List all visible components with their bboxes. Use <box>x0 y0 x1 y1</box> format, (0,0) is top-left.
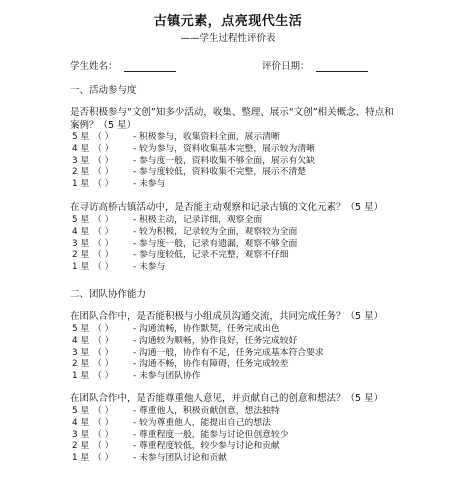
rating-option[interactable] <box>72 418 289 430</box>
rating-option[interactable] <box>72 144 315 156</box>
rating-option[interactable] <box>72 359 324 371</box>
star-level: 5 星 <box>72 324 90 334</box>
checkbox-paren[interactable]: （ ） <box>93 453 114 464</box>
rating-option[interactable] <box>72 167 315 179</box>
rating-option[interactable] <box>72 227 297 239</box>
checkbox-paren[interactable]: （ ） <box>93 347 114 358</box>
star-level: 2 星 <box>72 441 90 452</box>
star-level: 3 星 <box>72 429 90 440</box>
option-description: - 未参与 <box>133 179 166 190</box>
option-description: - 积极参与，收集资料全面，展示清晰 <box>133 132 280 142</box>
star-level: 3 星 <box>72 238 90 249</box>
option-description: - 未参与团队讨论和贡献 <box>133 453 227 464</box>
question-text: 在团队合作中，是否能积极与小组成员沟通交流，共同完成任务？（5 星） <box>70 311 384 322</box>
student-name-blank[interactable] <box>124 61 176 72</box>
rating-option[interactable] <box>72 348 324 360</box>
star-level: 2 星 <box>72 359 90 370</box>
checkbox-paren[interactable]: （ ） <box>93 167 114 178</box>
star-level: 2 星 <box>72 250 90 261</box>
star-level: 3 星 <box>72 347 90 358</box>
rating-options <box>72 215 297 274</box>
star-level: 4 星 <box>72 417 90 428</box>
checkbox-paren[interactable]: （ ） <box>93 324 114 334</box>
star-level: 2 星 <box>72 167 90 178</box>
evaluation-date-blank[interactable] <box>316 61 368 72</box>
option-description: - 参与度一般，记录有遗漏，观察不够全面 <box>133 238 298 249</box>
star-level: 5 星 <box>72 215 90 225</box>
section-heading: 二、团队协作能力 <box>70 289 147 300</box>
checkbox-paren[interactable]: （ ） <box>93 238 114 249</box>
star-level: 3 星 <box>72 155 90 166</box>
rating-option[interactable] <box>72 371 324 383</box>
star-level: 4 星 <box>72 143 90 154</box>
checkbox-paren[interactable]: （ ） <box>93 143 114 154</box>
section-heading: 一、活动参与度 <box>70 85 137 96</box>
star-level: 5 星 <box>72 132 90 142</box>
student-name-label: 学生姓名： <box>70 61 118 72</box>
star-level: 1 星 <box>72 179 90 190</box>
student-name-field <box>70 58 176 72</box>
option-description: - 尊重程度较低，较少参与讨论和贡献 <box>133 441 280 452</box>
option-description: - 较为尊重他人，能提出自己的想法 <box>133 417 271 428</box>
question-text: 在寻访高桥古镇活动中，是否能主动观察和记录古镇的文化元素？（5 星） <box>70 202 384 213</box>
question-text: 是否积极参与“文创”知多少活动，收集、整理、展示“文创”相关概念、特点和案例？（5 星） <box>70 107 394 131</box>
rating-option[interactable] <box>72 336 324 348</box>
option-description: - 尊重他人，积极贡献创意，想法独特 <box>133 406 280 416</box>
option-description: - 参与度一般，资料收集不够全面，展示有欠缺 <box>133 155 315 166</box>
option-description: - 参与度较低，资料收集不完整，展示不清楚 <box>133 167 307 178</box>
star-level: 5 星 <box>72 406 90 416</box>
checkbox-paren[interactable]: （ ） <box>93 155 114 166</box>
option-description: - 沟通不畅，协作有障碍，任务完成较差 <box>133 359 289 370</box>
checkbox-paren[interactable]: （ ） <box>93 132 114 142</box>
checkbox-paren[interactable]: （ ） <box>93 250 114 261</box>
option-description: - 沟通流畅，协作默契，任务完成出色 <box>133 324 280 334</box>
checkbox-paren[interactable]: （ ） <box>93 215 114 225</box>
option-description: - 沟通较为顺畅，协作良好，任务完成较好 <box>133 335 298 346</box>
page-title: 古镇元素，点亮现代生活 <box>153 14 303 29</box>
rating-option[interactable] <box>72 215 297 227</box>
rating-options <box>72 132 315 191</box>
star-level: 4 星 <box>72 335 90 346</box>
rating-option[interactable] <box>72 250 297 262</box>
option-description: - 尊重程度一般，能参与讨论但创意较少 <box>133 429 289 440</box>
option-description: - 积极主动，记录详细，观察全面 <box>133 215 263 225</box>
rating-option[interactable] <box>72 430 289 442</box>
evaluation-date-label: 评价日期： <box>262 61 310 72</box>
rating-options <box>72 406 289 465</box>
rating-options <box>72 324 324 383</box>
rating-option[interactable] <box>72 262 297 274</box>
checkbox-paren[interactable]: （ ） <box>93 429 114 440</box>
question-text: 在团队合作中，是否能尊重他人意见，并贡献自己的创意和想法？（5 星） <box>70 393 384 404</box>
rating-option[interactable] <box>72 406 289 418</box>
checkbox-paren[interactable]: （ ） <box>93 406 114 416</box>
checkbox-paren[interactable]: （ ） <box>93 179 114 190</box>
star-level: 1 星 <box>72 371 90 382</box>
checkbox-paren[interactable]: （ ） <box>93 359 114 370</box>
page-subtitle: ——学生过程性评价表 <box>180 33 276 44</box>
rating-option[interactable] <box>72 179 315 191</box>
star-level: 1 星 <box>72 453 90 464</box>
checkbox-paren[interactable]: （ ） <box>93 262 114 273</box>
rating-option[interactable] <box>72 132 315 144</box>
rating-option[interactable] <box>72 239 297 251</box>
option-description: - 未参与 <box>133 262 166 273</box>
checkbox-paren[interactable]: （ ） <box>93 371 114 382</box>
option-description: - 较为参与，资料收集基本完整，展示较为清晰 <box>133 143 315 154</box>
star-level: 1 星 <box>72 262 90 273</box>
rating-option[interactable] <box>72 453 289 465</box>
rating-option[interactable] <box>72 324 324 336</box>
star-level: 4 星 <box>72 226 90 237</box>
option-description: - 较为积极，记录较为全面，观察较为全面 <box>133 226 298 237</box>
option-description: - 参与度较低，记录不完整，观察不仔细 <box>133 250 289 261</box>
checkbox-paren[interactable]: （ ） <box>93 417 114 428</box>
option-description: - 未参与团队协作 <box>133 371 201 382</box>
checkbox-paren[interactable]: （ ） <box>93 226 114 237</box>
evaluation-date-field <box>262 58 368 72</box>
checkbox-paren[interactable]: （ ） <box>93 441 114 452</box>
rating-option[interactable] <box>72 156 315 168</box>
option-description: - 沟通一般，协作有不足，任务完成基本符合要求 <box>133 347 324 358</box>
checkbox-paren[interactable]: （ ） <box>93 335 114 346</box>
rating-option[interactable] <box>72 441 289 453</box>
